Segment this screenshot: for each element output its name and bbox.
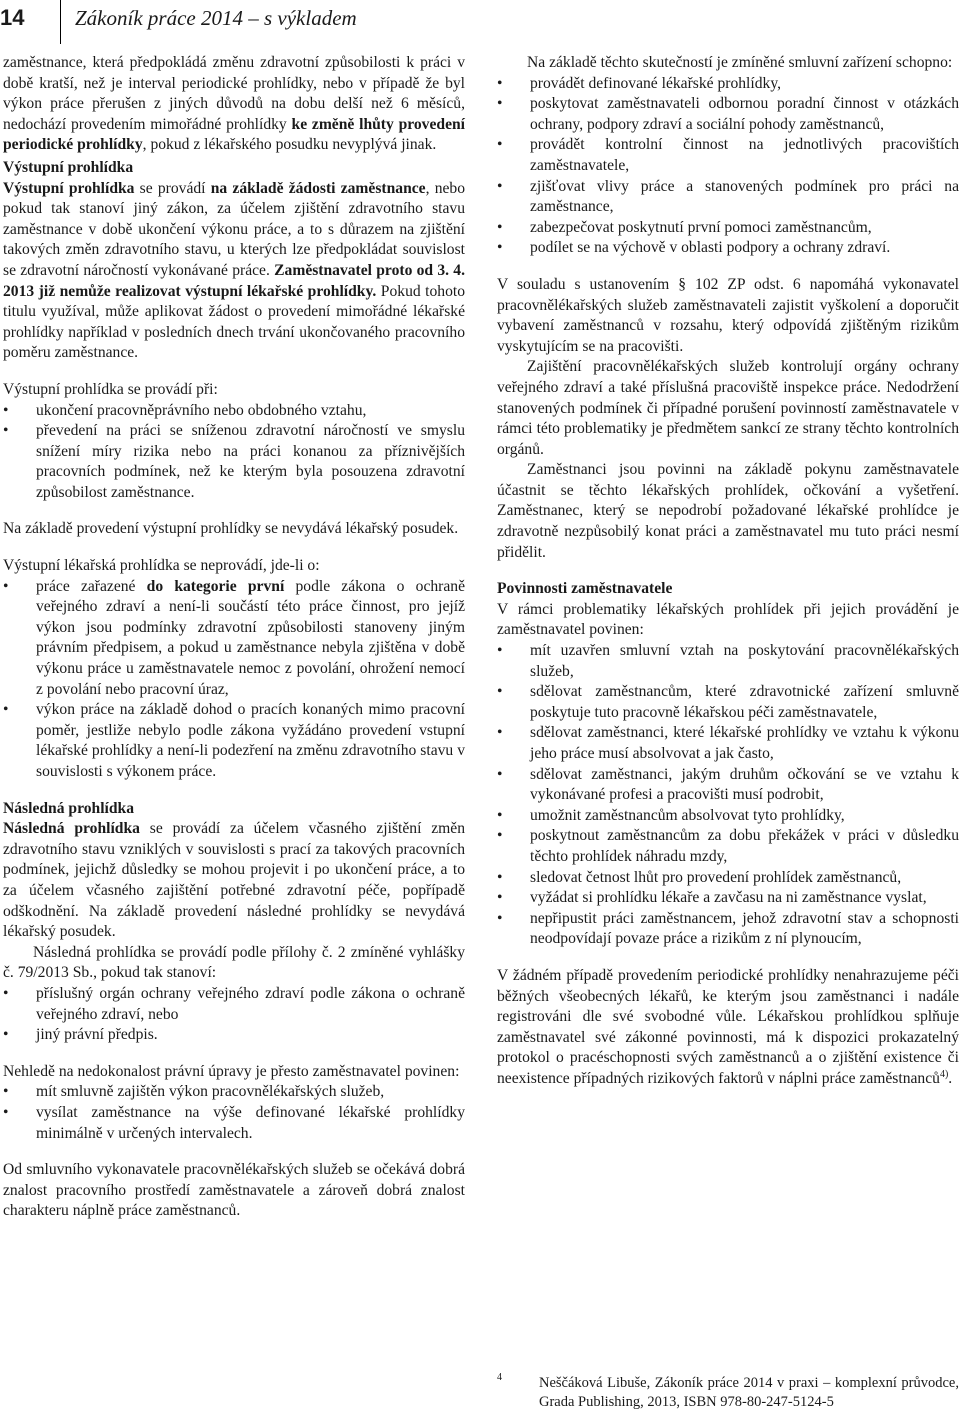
list-item: • sdělovat zaměstnanci, jakým druhům očkování se ve vztahu k vykonávané profesi a pracovišti musí podrobit, bbox=[497, 765, 959, 806]
paragraph-exit-exam: Výstupní prohlídka se provádí na základě žádosti zaměstnance, nebo pokud tak stanoví jiný zákon, za účelem zjištění zdravotního stavu zaměstnance v době ukončení výkonu práce, a to s důrazem na zjištění takových změn zdravotního stavu, u kterých lze předpokládat souvislost se zdravotní náročností vykonávané práce. Zaměstnavatel proto od 3. 4. 2013 již nemůže realizovat výstupní lékařské prohlídky. Pokud tohoto titulu využíval, může aplikovat žádost o provedení mimořádné lékařské prohlídky například v posledních dnech trvání ukončovaného pracovního poměru zaměstnance. bbox=[3, 179, 466, 362]
list-item: • vysílat zaměstnance na výše definované lékařské prohlídky minimálně v určených intervalech. bbox=[3, 1103, 465, 1144]
exit-no-report: Na základě provedení výstupní prohlídky se nevydává lékařský posudek. bbox=[3, 520, 459, 538]
list-item: • zabezpečovat poskytnutí první pomoci zaměstnancům, bbox=[497, 218, 959, 239]
list-item: • umožnit zaměstnancům absolvovat tyto prohlídky, bbox=[497, 806, 959, 827]
paragraph-follow-up-annex: Následná prohlídka se provádí podle přílohy č. 2 zmíněné vyhlášky č. 79/2013 Sb., pokud tak stanoví: bbox=[3, 943, 465, 982]
list-item: • sdělovat zaměstnancům, které zdravotnické zařízení smluvně poskytuje tuto pracovně lékařskou péči zaměstnavatele, bbox=[497, 682, 959, 723]
section-heading-employer-duties: Povinnosti zaměstnavatele bbox=[497, 580, 673, 598]
header-divider bbox=[60, 0, 61, 44]
facility-capabilities-list bbox=[497, 74, 959, 259]
page-header bbox=[0, 0, 960, 44]
follow-up-list bbox=[3, 984, 465, 1046]
list-item: • výkon práce na základě dohod o pracích konaných mimo pracovní poměr, jestliže nebylo podle zákona vyžádáno provedení vstupní lékařské prohlídky a není-li podezření na změnu zdravotního stavu v souvislosti s výkonem práce. bbox=[3, 700, 465, 782]
footnote bbox=[497, 1374, 959, 1411]
list-item: • podílet se na výchově v oblasti podpory a ochrany zdraví. bbox=[497, 238, 959, 259]
list-item: • provádět definované lékařské prohlídky, bbox=[497, 74, 959, 95]
paragraph-facility-capable: Na základě těchto skutečností je zmíněné smluvní zařízení schopno: bbox=[527, 54, 953, 71]
footnote-text: Neščáková Libuše, Zákoník práce 2014 v praxi – komplexní průvodce, Grada Publishing, 2013, ISBN 978-80-247-5124-5 bbox=[539, 1375, 959, 1410]
list-item: • sledovat četnost lhůt pro provedení prohlídek zaměstnanců, bbox=[497, 868, 959, 889]
footnote-number: 4 bbox=[497, 1372, 502, 1383]
list-item: • poskytovat zaměstnavateli odbornou poradní činnost v otázkách ochrany, podpory zdraví a sociální pohody zaměstnanců, bbox=[497, 94, 959, 135]
list-item: • práce zařazené do kategorie první podle zákona o ochraně veřejného zdraví a není-li součástí této práce činnost, pro jejíž výkon jsou podmínky zdravotní způsobilosti stanoveny jiným právním předpisem, a pokud u zaměstnance nebyla zjištěna v době výkonu práce u zaměstnavatele nemoc z povolání, ohrožení nemocí z povolání nebo pracovní úraz, bbox=[3, 577, 465, 701]
employer-duties-intro: V rámci problematiky lékařských prohlídek při jejich provádění je zaměstnavatel povinen: bbox=[497, 600, 959, 639]
list-item: • mít uzavřen smluvní vztah na poskytování pracovnělékařských služeb, bbox=[497, 641, 959, 682]
footnote-reference: 4) bbox=[939, 1068, 949, 1080]
paragraph-control-bodies: Zajištění pracovnělékařských služeb kontrolují orgány ochrany veřejného zdraví a také příslušná pracoviště inspekce práce. Nedodržení stanovených podmínek či případné porušení povinností zaměstnavatele v rámci této problematiky je předmětem sankcí ze strany těchto kontrolních orgánů. bbox=[497, 358, 959, 458]
section-heading-exit-exam: Výstupní prohlídka bbox=[3, 158, 134, 176]
exit-when-list bbox=[3, 401, 465, 504]
page-number: 14 bbox=[0, 5, 25, 30]
list-item: • převedení na práci se sníženou zdravotní náročností ve smyslu snížení míry rizika nebo na práci konanou za příznivějších pracovních podmínek, než ke kterým byla posouzena zdravotní způsobilost zaměstnance. bbox=[3, 421, 465, 503]
paragraph-periodic-exam-note: V žádném případě provedením periodické prohlídky nenahrazujeme péči běžných všeobecných lékařů, ke kterým jsou zaměstnanci i nadále registrováni dle své svobodné vůle. Lékařskou prohlídkou splňuje zaměstnavatel své zákonné povinnosti, má k dispozici prokazatelný protokol o pracéschopnosti svých zaměstnanců a o zjištění existence či neexistence případných rizikových faktorů v náplni práce zaměstnanců$^{4)}$. bbox=[497, 966, 959, 1087]
exit-not-list bbox=[3, 577, 465, 783]
paragraph-employee-obligation: Zaměstnanci jsou povinni na základě pokynu zaměstnavatele účastnit se těchto lékařských prohlídek, očkování a vyšetření. Zaměstnanec, který se nepodrobí požadované lékařské prohlídce je zdravotně nezpůsobilý konat práci a zaměstnavatel mu tuto práci nesmí přidělit. bbox=[497, 461, 959, 561]
section-heading-follow-up-exam: Následná prohlídka bbox=[3, 799, 135, 817]
running-title: Zákoník práce 2014 – s výkladem bbox=[75, 6, 357, 30]
list-item: • provádět kontrolní činnost na jednotlivých pracovištích zaměstnavatele, bbox=[497, 135, 959, 176]
paragraph-extraordinary-exam: zaměstnance, která předpokládá změnu zdravotní způsobilosti k práci v době kratší, než je interval periodické prohlídky, nebo v případě že byl výkon práce přerušen z jiných důvodů na dobu delší než 6 měsíců, nedochází provedením mimořádné prohlídky ke změně lhůty provedení periodické prohlídky, pokud z lékařského posudku nevyplývá jinak. bbox=[3, 54, 466, 154]
exit-not-intro: Výstupní lékařská prohlídka se neprovádí, jde-li o: bbox=[3, 557, 320, 575]
list-item: • poskytnout zaměstnancům za dobu překážek v práci v důsledku těchto prohlídek náhradu mzdy, bbox=[497, 826, 959, 867]
paragraph-accordance: V souladu s ustanovením § 102 ZP odst. 6 napomáhá vykonavatel pracovnělékařských služeb zaměstnavateli zajistit vyškolení a doporučit vybavení zaměstnanců v rozsahu, který odpovídá zjištěným rizikům vyskytujícím se na pracovišti. bbox=[497, 275, 959, 355]
list-item: • zjišťovat vlivy práce a stanovených podmínek pro práci na zaměstnance, bbox=[497, 177, 959, 218]
left-column bbox=[3, 53, 465, 1222]
employer-duty-intro: Nehledě na nedokonalost právní úpravy je přesto zaměstnavatel povinen: bbox=[3, 1062, 460, 1080]
list-item: • jiný právní předpis. bbox=[3, 1025, 465, 1046]
list-item: • vyžádat si prohlídku lékaře a zavčasu na ni zaměstnance vyslat, bbox=[497, 888, 959, 909]
list-item: • sdělovat zaměstnanci, které lékařské prohlídky ve vztahu k výkonu jeho práce musí absolvovat a jak často, bbox=[497, 723, 959, 764]
exit-when-intro: Výstupní prohlídka se provádí při: bbox=[3, 380, 218, 398]
employer-duties-list bbox=[497, 641, 959, 950]
employer-duty-list bbox=[3, 1082, 465, 1144]
list-item: • nepřipustit práci zaměstnancem, jehož zdravotní stav a schopnosti neodpovídají povaze práce a rizikům z ní plynoucím, bbox=[497, 909, 959, 950]
list-item: • příslušný orgán ochrany veřejného zdraví podle zákona o ochraně veřejného zdraví, nebo bbox=[3, 984, 465, 1025]
list-item: • mít smluvně zajištěn výkon pracovnělékařských služeb, bbox=[3, 1082, 465, 1103]
paragraph-follow-up-exam: Následná prohlídka se provádí za účelem včasného zjištění změn zdravotního stavu vzniklých v souvislosti s prací za takových pracovních podmínek, jejichž důsledky se mohou projevit i po ukončení práce, a to za účelem včasného zajištění potřebné zdravotní péče, popřípadě odškodnění. Na základě provedení následné prohlídky se nevydává lékařský posudek. bbox=[3, 820, 465, 941]
list-item: • ukončení pracovněprávního nebo obdobného vztahu, bbox=[3, 401, 465, 422]
right-column bbox=[497, 53, 959, 1090]
paragraph-provider-expectation: Od smluvního vykonavatele pracovnělékařských služeb se očekává dobrá znalost pracovního prostředí zaměstnavatele a zároveň dobrá znalost charakteru náplně práce zaměstnanců. bbox=[3, 1161, 465, 1220]
